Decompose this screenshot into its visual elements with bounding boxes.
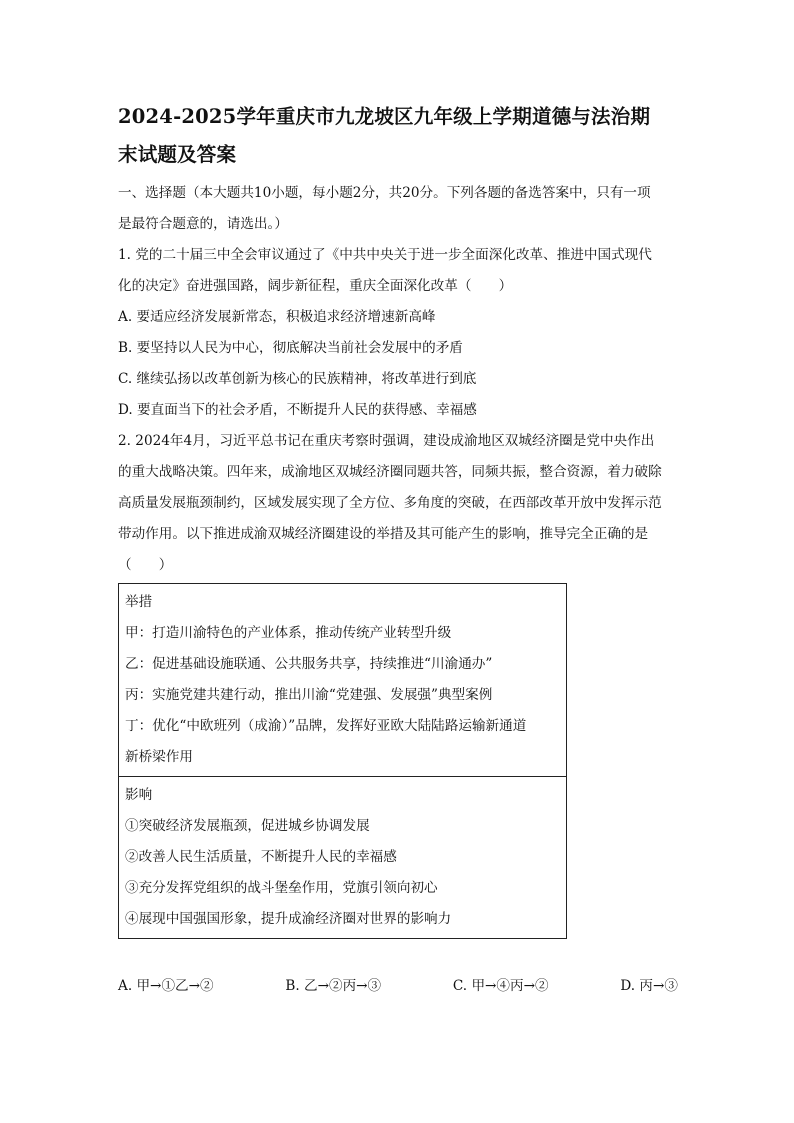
section-heading-line-2: 是最符合题意的，请选出。） — [118, 216, 288, 232]
q2-option-a: A. 甲→①乙→② — [118, 978, 214, 994]
effect-3: ③充分发挥党组织的战斗堡垒作用，党旗引领向初心 — [125, 880, 438, 896]
measures-cell — [119, 584, 566, 776]
q2-answer-options — [118, 974, 678, 994]
q1-option-d: D. 要直面当下的社会矛盾，不断提升人民的获得感、幸福感 — [118, 402, 477, 418]
measure-yi: 乙：促进基础设施联通、公共服务共享，持续推进“川渝通办” — [125, 656, 493, 672]
effect-4: ④展现中国强国形象，提升成渝经济圈对世界的影响力 — [125, 911, 452, 927]
q2-stem-line-5: （ ） — [118, 557, 173, 573]
q2-stem-line-4: 带动作用。以下推进成渝双城经济圈建设的举措及其可能产生的影响，推导完全正确的是 — [118, 526, 649, 542]
measures-effects-table — [118, 583, 567, 939]
measure-ding: 丁：优化“中欧班列（成渝）”品牌，发挥好亚欧大陆陆路运输新通道 — [125, 718, 527, 734]
effect-2: ②改善人民生活质量，不断提升人民的幸福感 — [125, 849, 397, 865]
q1-option-a: A. 要适应经济发展新常态，积极追求经济增速新高峰 — [118, 309, 436, 325]
title-line-2: 末试题及答案 — [118, 143, 237, 166]
q2-option-d: D. 丙→③ — [620, 978, 678, 994]
measures-header: 举措 — [125, 594, 153, 610]
q2-option-b: B. 乙→②丙→③ — [285, 978, 382, 994]
measure-jia: 甲：打造川渝特色的产业体系，推动传统产业转型升级 — [125, 625, 452, 641]
q2-option-c: C. 甲→④丙→② — [452, 978, 549, 994]
effect-1: ①突破经济发展瓶颈，促进城乡协调发展 — [125, 818, 370, 834]
effects-cell — [119, 776, 566, 938]
question-2 — [118, 426, 676, 994]
title-line-1: 2024-2025学年重庆市九龙坡区九年级上学期道德与法治期 — [118, 105, 651, 128]
question-1 — [118, 240, 676, 426]
section-heading-line-1: 一、选择题（本大题共10小题，每小题2分，共20分。下列各题的备选答案中，只有一项 — [118, 185, 651, 201]
q2-stem-line-1: 2. 2024年4月，习近平总书记在重庆考察时强调，建设成渝地区双城经济圈是党中央作出 — [118, 433, 655, 449]
q2-stem-line-2: 的重大战略决策。四年来，成渝地区双城经济圈同题共答，同频共振，整合资源，着力破除 — [118, 464, 662, 480]
q1-stem-line-1: 1. 党的二十届三中全会审议通过了《中共中央关于进一步全面深化改革、推进中国式现代 — [118, 247, 652, 263]
q1-option-b: B. 要坚持以人民为中心，彻底解决当前社会发展中的矛盾 — [118, 340, 463, 356]
measure-ding-cont: 新桥梁作用 — [125, 749, 193, 765]
q1-option-c: C. 继续弘扬以改革创新为核心的民族精神，将改革进行到底 — [118, 371, 477, 387]
q2-stem-line-3: 高质量发展瓶颈制约，区域发展实现了全方位、多角度的突破，在西部改革开放中发挥示范 — [118, 495, 662, 511]
q1-stem-line-2: 化的决定》奋进强国路，阔步新征程，重庆全面深化改革（ ） — [118, 278, 513, 294]
measure-bing: 丙：实施党建共建行动，推出川渝“党建强、发展强”典型案例 — [125, 687, 493, 703]
effects-header: 影响 — [125, 787, 153, 803]
document-title — [118, 98, 676, 174]
